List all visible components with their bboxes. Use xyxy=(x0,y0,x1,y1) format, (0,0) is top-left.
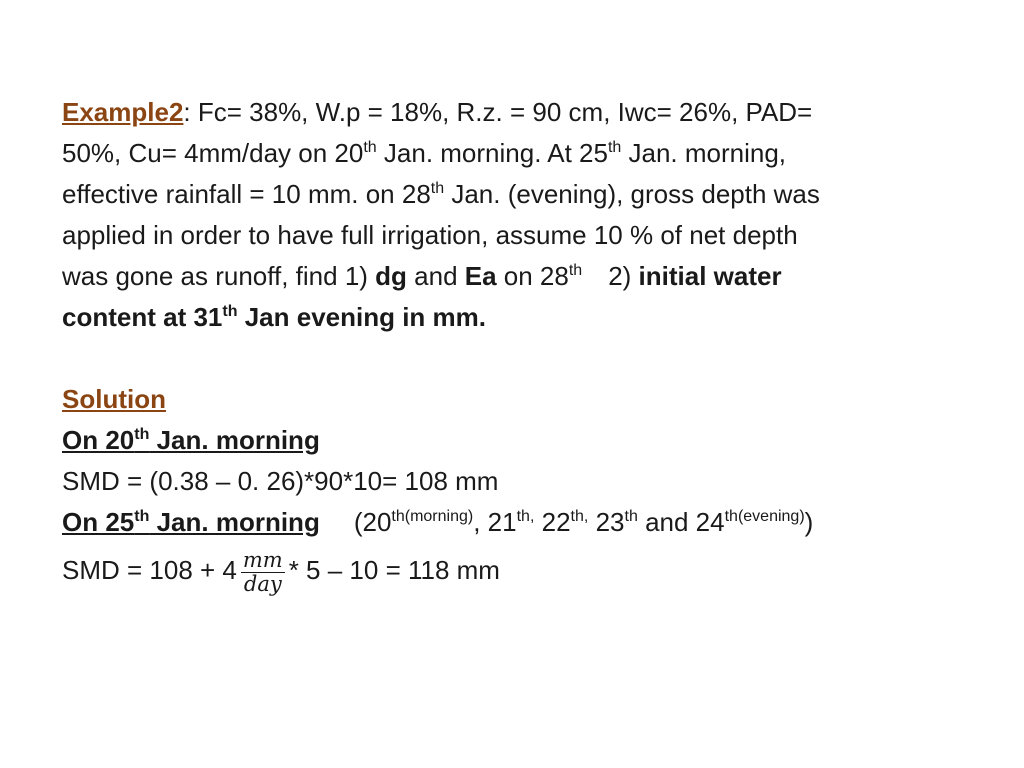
problem-line-6 xyxy=(62,297,982,338)
superscript: th xyxy=(134,508,150,525)
problem-text-1: : Fc= 38%, W.p = 18%, R.z. = 90 cm, Iwc= 26%, PAD= xyxy=(183,97,813,127)
smd-1-text: SMD = (0.38 – 0. 26)*90*10= 108 mm xyxy=(62,466,499,496)
superscript: th, xyxy=(516,508,535,525)
days-text-2: , 21 xyxy=(473,507,517,537)
superscript: th xyxy=(624,508,638,525)
term-dg: dg xyxy=(375,261,407,291)
problem-text-5b: and xyxy=(406,261,465,291)
problem-line-2 xyxy=(62,133,982,174)
superscript: th xyxy=(222,303,238,320)
step-2-title-b: Jan. morning xyxy=(149,507,320,537)
problem-line-4 xyxy=(62,215,982,256)
solution-heading-line xyxy=(62,379,982,420)
problem-text-2b: Jan. morning. At 25 xyxy=(376,138,608,168)
spacer-line xyxy=(62,338,982,379)
problem-line-1 xyxy=(62,92,982,133)
problem-text-6a: content at 31 xyxy=(62,302,223,332)
problem-text-6b: Jan evening in mm. xyxy=(237,302,486,332)
solution-heading: Solution xyxy=(62,384,166,414)
problem-text-3a: effective rainfall = 10 mm. on 28 xyxy=(62,179,431,209)
fraction-denominator: day xyxy=(243,571,282,596)
slide-content xyxy=(62,92,982,595)
days-text-1: (20 xyxy=(353,507,392,537)
smd-2-text-b: * 5 – 10 = 118 mm xyxy=(288,555,500,585)
problem-line-3 xyxy=(62,174,982,215)
superscript: th xyxy=(430,180,445,197)
step-2-title xyxy=(62,507,320,537)
problem-text-2c: Jan. morning, xyxy=(621,138,787,168)
term-initial-water: initial water xyxy=(638,261,782,291)
term-ea: Ea xyxy=(464,261,497,291)
smd-equation-1 xyxy=(62,461,982,502)
fraction-numerator: mm xyxy=(242,547,283,572)
problem-text-3b: Jan. (evening), gross depth was xyxy=(444,179,820,209)
step-2-heading xyxy=(62,502,982,543)
fraction-mm-per-day xyxy=(241,549,285,596)
problem-text-2a: 50%, Cu= 4mm/day on 20 xyxy=(62,138,364,168)
superscript: th(morning) xyxy=(391,508,474,525)
days-text-6: ) xyxy=(804,507,814,537)
superscript: th xyxy=(568,262,583,279)
step-2-title-a: On 25 xyxy=(62,507,135,537)
days-text-5: and 24 xyxy=(637,507,725,537)
days-text-3: 22 xyxy=(534,507,571,537)
problem-line-5 xyxy=(62,256,982,297)
problem-text-5a: was gone as runoff, find 1) xyxy=(62,261,376,291)
days-text-4: 23 xyxy=(588,507,625,537)
step-1-heading xyxy=(62,420,982,461)
superscript: th, xyxy=(570,508,589,525)
superscript: th xyxy=(363,139,377,156)
superscript: th(evening) xyxy=(724,508,805,525)
problem-text-4: applied in order to have full irrigation, assume 10 % of net depth xyxy=(62,220,798,250)
step-1-title-b: Jan. morning xyxy=(149,425,320,455)
superscript: th xyxy=(134,426,150,443)
smd-equation-2 xyxy=(62,545,982,595)
smd-2-text-a: SMD = 108 + 4 xyxy=(62,555,237,585)
problem-text-5d: 2) xyxy=(608,261,639,291)
problem-text-5c: on 28 xyxy=(496,261,569,291)
step-1-title-a: On 20 xyxy=(62,425,135,455)
example-label: Example2 xyxy=(62,97,184,127)
step-1-title xyxy=(62,425,320,455)
superscript: th xyxy=(607,139,622,156)
